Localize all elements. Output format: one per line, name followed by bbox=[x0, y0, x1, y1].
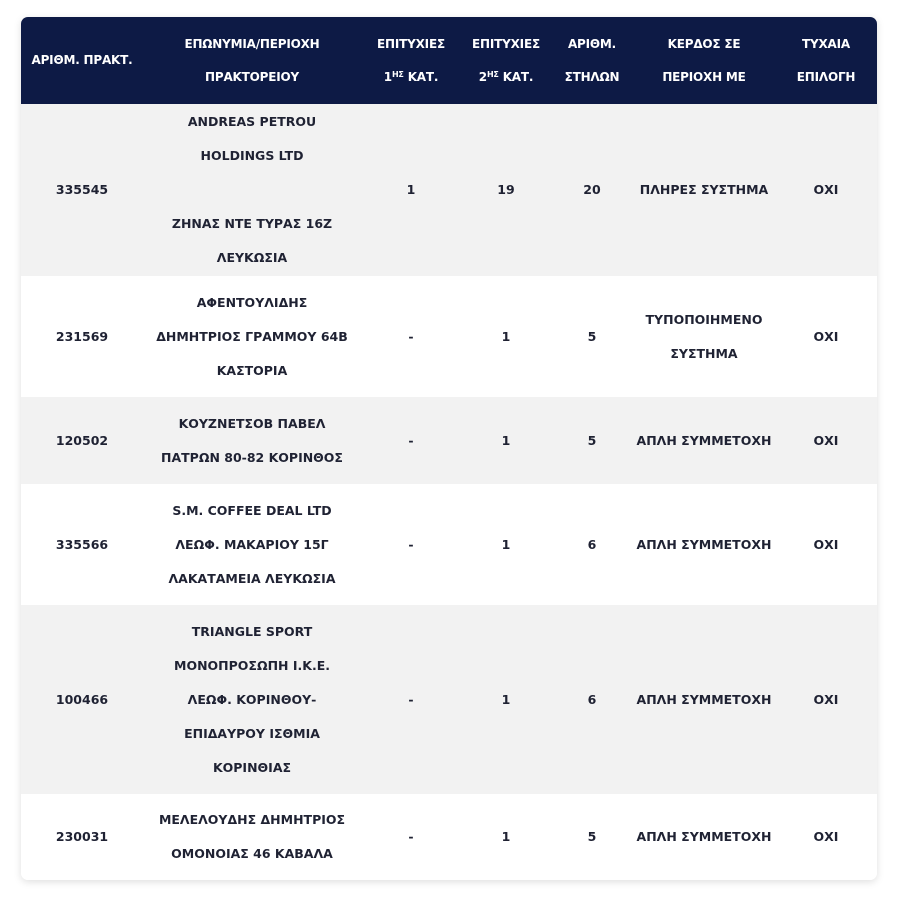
agency-name-cell-line: ANDREAS PETROU bbox=[187, 114, 317, 129]
profit-type-cell-line: ΑΠΛΗ ΣΥΜΜΕΤΟΧΗ bbox=[636, 691, 772, 707]
agency-number-cell: 335545 bbox=[55, 182, 109, 197]
profit-type-cell bbox=[633, 104, 775, 276]
wins-second-category-cell: 1 bbox=[501, 829, 511, 844]
results-table-card bbox=[21, 17, 877, 880]
agency-name-cell-line: ΚΟΥΖΝΕΤΣΟΒ ΠΑΒΕΛ bbox=[178, 415, 326, 431]
wins-first-category-cell: - bbox=[408, 829, 414, 844]
header-name-area: ΕΠΩΝΥΜΙΑ/ΠΕΡΙΟΧΗ ΠΡΑΚΤΟΡΕΙΟΥ bbox=[184, 36, 320, 84]
table-row bbox=[21, 276, 877, 397]
table-row bbox=[21, 794, 877, 880]
winning-agencies-table bbox=[21, 17, 877, 880]
agency-name-cell-line: ΛΕΩΦ. ΜΑΚΑΡΙΟΥ 15Γ bbox=[175, 536, 329, 552]
agency-name-cell-line: ΕΠΙΔΑΥΡΟΥ ΙΣΘΜΙΑ bbox=[184, 725, 320, 741]
profit-type-cell bbox=[633, 605, 775, 794]
profit-type-cell-line: ΑΠΛΗ ΣΥΜΜΕΤΟΧΗ bbox=[636, 829, 772, 844]
agency-name-cell-line: ΠΑΤΡΩΝ 80-82 ΚΟΡΙΝΘΟΣ bbox=[161, 449, 343, 465]
profit-type-cell bbox=[633, 484, 775, 605]
header-wins-second-category: ΕΠΙΤΥΧΙΕΣ $2^{H\Sigma}$ ΚΑΤ. bbox=[472, 36, 540, 84]
agency-name-cell-line: ΛΑΚΑΤΑΜΕΙΑ ΛΕΥΚΩΣΙΑ bbox=[168, 570, 336, 586]
table-row bbox=[21, 397, 877, 484]
columns-count-cell: 6 bbox=[587, 536, 597, 552]
table-row bbox=[21, 484, 877, 605]
header-profit-type: ΚΕΡΔΟΣ ΣΕ ΠΕΡΙΟΧΗ ΜΕ bbox=[662, 36, 746, 84]
profit-type-cell-line: ΑΠΛΗ ΣΥΜΜΕΤΟΧΗ bbox=[636, 432, 772, 448]
wins-first-category-cell: - bbox=[408, 536, 414, 552]
agency-name-cell-line: ΜΟΝΟΠΡΟΣΩΠΗ Ι.Κ.Ε. bbox=[174, 657, 330, 673]
agency-name-cell-line: ΛΕΥΚΩΣΙΑ bbox=[216, 250, 288, 265]
table-body bbox=[21, 104, 877, 880]
agency-name-cell-line: ΑΦΕΝΤΟΥΛΙΔΗΣ bbox=[196, 294, 308, 310]
wins-second-category-cell: 1 bbox=[501, 691, 511, 707]
agency-name-cell-line: ΛΕΩΦ. ΚΟΡΙΝΘΟΥ- bbox=[187, 691, 317, 707]
random-selection-cell: ΟΧΙ bbox=[813, 182, 839, 197]
columns-count-cell: 5 bbox=[587, 328, 597, 344]
agency-number-cell: 335566 bbox=[55, 536, 109, 552]
wins-first-category-cell: 1 bbox=[406, 182, 416, 197]
agency-name-cell-line: ΔΗΜΗΤΡΙΟΣ ΓΡΑΜΜΟΥ 64Β bbox=[156, 328, 348, 344]
header-wins-first-category: ΕΠΙΤΥΧΙΕΣ $1^{H\Sigma}$ ΚΑΤ. bbox=[377, 36, 445, 84]
agency-name-cell-line: ΚΑΣΤΟΡΙΑ bbox=[216, 362, 288, 378]
agency-name-cell bbox=[143, 397, 361, 484]
profit-type-cell bbox=[633, 397, 775, 484]
agency-name-cell-line: ΖΗΝΑΣ ΝΤΕ ΤΥΡΑΣ 16Ζ bbox=[171, 216, 333, 231]
profit-type-cell-line: ΑΠΛΗ ΣΥΜΜΕΤΟΧΗ bbox=[636, 536, 772, 552]
agency-name-cell bbox=[143, 794, 361, 880]
agency-name-cell bbox=[143, 104, 361, 276]
agency-number-cell: 100466 bbox=[55, 691, 109, 707]
profit-type-cell-line: ΤΥΠΟΠΟΙΗΜΕΝΟ bbox=[645, 311, 763, 327]
wins-first-category-cell: - bbox=[408, 691, 414, 707]
header-columns-count: ΑΡΙΘΜ. ΣΤΗΛΩΝ bbox=[564, 36, 620, 84]
agency-name-cell-line: S.M. COFFEE DEAL LTD bbox=[172, 502, 332, 518]
columns-count-cell: 20 bbox=[583, 182, 601, 197]
wins-second-category-cell: 19 bbox=[497, 182, 515, 197]
profit-type-cell bbox=[633, 794, 775, 880]
random-selection-cell: ΟΧΙ bbox=[813, 829, 839, 844]
agency-number-cell: 230031 bbox=[55, 829, 109, 844]
agency-name-cell-line: ΟΜΟΝΟΙΑΣ 46 ΚΑΒΑΛΑ bbox=[171, 846, 333, 861]
agency-name-cell bbox=[143, 484, 361, 605]
random-selection-cell: ΟΧΙ bbox=[813, 691, 839, 707]
agency-number-cell: 231569 bbox=[55, 328, 109, 344]
wins-second-category-cell: 1 bbox=[501, 536, 511, 552]
header-random-selection: ΤΥΧΑΙΑ ΕΠΙΛΟΓΗ bbox=[796, 36, 856, 84]
wins-first-category-cell: - bbox=[408, 328, 414, 344]
agency-name-cell-line: ΚΟΡΙΝΘΙΑΣ bbox=[212, 759, 292, 775]
profit-type-cell-line: ΣΥΣΤΗΜΑ bbox=[670, 345, 738, 361]
wins-second-category-cell: 1 bbox=[501, 432, 511, 448]
agency-name-cell bbox=[143, 605, 361, 794]
columns-count-cell: 6 bbox=[587, 691, 597, 707]
agency-name-cell-line bbox=[145, 173, 359, 207]
agency-name-cell-line: TRIANGLE SPORT bbox=[191, 623, 313, 639]
agency-name-cell-line: ΜΕΛΕΛΟΥΔΗΣ ΔΗΜΗΤΡΙΟΣ bbox=[158, 812, 346, 827]
header-agency-no: ΑΡΙΘΜ. ΠΡΑΚΤ. bbox=[31, 53, 133, 67]
agency-number-cell: 120502 bbox=[55, 432, 109, 448]
wins-first-category-cell: - bbox=[408, 432, 414, 448]
table-header bbox=[21, 17, 877, 104]
profit-type-cell bbox=[633, 276, 775, 397]
random-selection-cell: ΟΧΙ bbox=[813, 536, 839, 552]
table-row bbox=[21, 104, 877, 276]
header-row bbox=[21, 17, 877, 104]
agency-name-cell bbox=[143, 276, 361, 397]
profit-type-cell-line: ΠΛΗΡΕΣ ΣΥΣΤΗΜΑ bbox=[639, 182, 769, 197]
table-row bbox=[21, 605, 877, 794]
agency-name-cell-line: HOLDINGS LTD bbox=[200, 148, 304, 163]
random-selection-cell: ΟΧΙ bbox=[813, 328, 839, 344]
columns-count-cell: 5 bbox=[587, 432, 597, 448]
wins-second-category-cell: 1 bbox=[501, 328, 511, 344]
random-selection-cell: ΟΧΙ bbox=[813, 432, 839, 448]
columns-count-cell: 5 bbox=[587, 829, 597, 844]
